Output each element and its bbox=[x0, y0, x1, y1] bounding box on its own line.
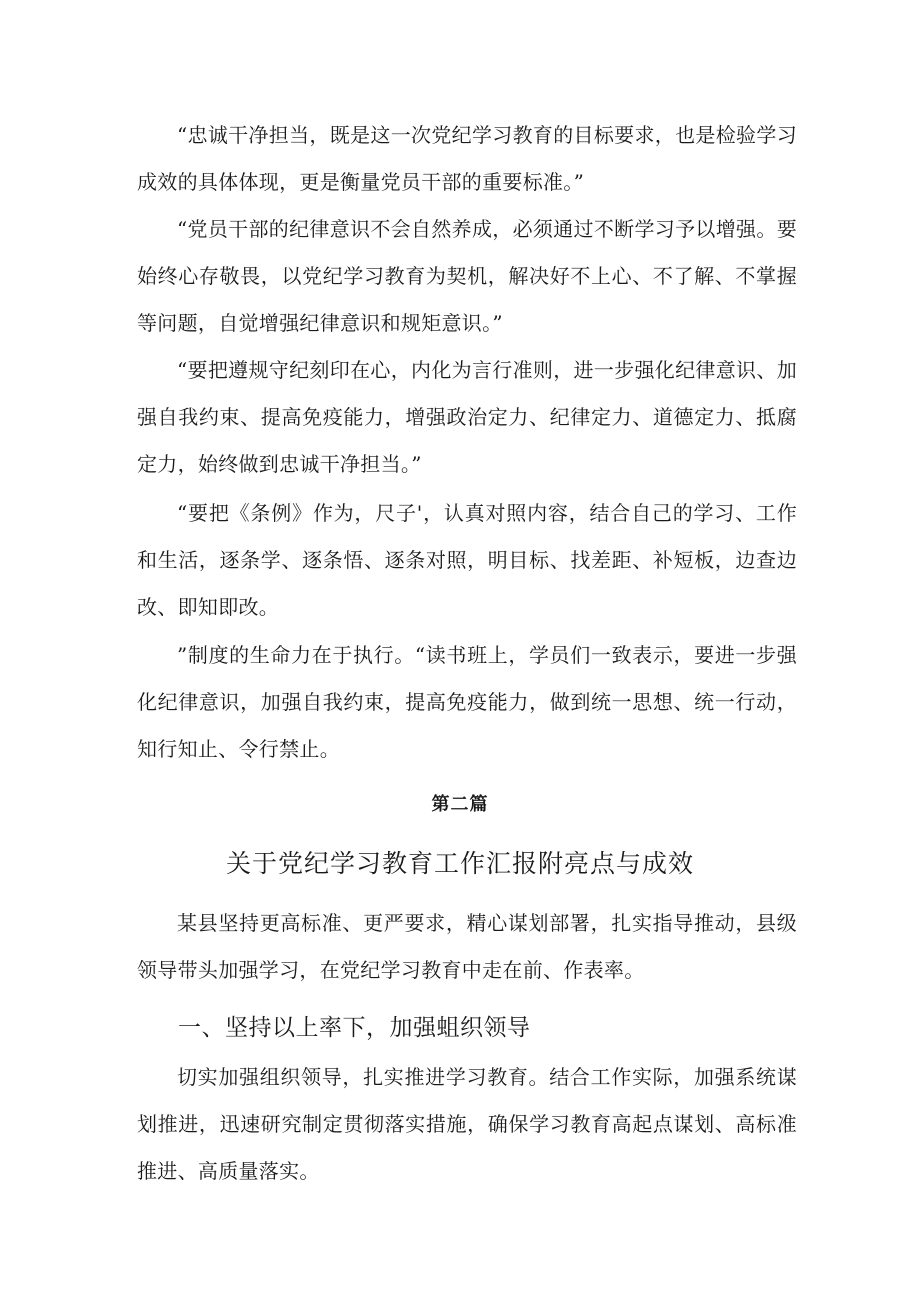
quote-paragraph-2: “党员干部的纪律意识不会自然养成，必须通过不断学习予以增强。要始终心存敬畏，以党纪学习教育为契机，解决好不上心、不了解、不掌握等问题，自觉增强纪律意识和规矩意识。” bbox=[137, 217, 797, 335]
quote-paragraph-4: “要把《条例》作为，尺子'，认真对照内容，结合自己的学习、工作和生活，逐条学、逐条悟、逐条对照，明目标、找差距、补短板，边查边改、即知即改。 bbox=[137, 501, 797, 619]
quote-paragraph-1: “忠诚干净担当，既是这一次党纪学习教育的目标要求，也是检验学习成效的具体体现，更是衡量党员干部的重要标准。” bbox=[137, 123, 797, 194]
intro-paragraph: 某县坚持更高标准、更严要求，精心谋划部署，扎实指导推动，县级领导带头加强学习，在党纪学习教育中走在前、作表率。 bbox=[137, 911, 797, 982]
section-label: 第二篇 bbox=[431, 794, 489, 815]
body-paragraph-1: 切实加强组织领导，扎实推进学习教育。结合工作实际，加强系统谋划推进，迅速研究制定贯彻落实措施，确保学习教育高起点谋划、高标准推进、高质量落实。 bbox=[137, 1065, 797, 1183]
quote-paragraph-3: “要把遵规守纪刻印在心，内化为言行准则，进一步强化纪律意识、加强自我约束、提高免疫能力，增强政治定力、纪律定力、道德定力、抵腐定力，始终做到忠诚干净担当。” bbox=[137, 358, 797, 476]
quote-paragraph-5: ”制度的生命力在于执行。“读书班上，学员们一致表示，要进一步强化纪律意识，加强自我约束，提高免疫能力，做到统一思想、统一行动，知行知止、令行禁止。 bbox=[137, 643, 797, 761]
section-heading-1: 一、坚持以上率下，加强蛆织领导 bbox=[178, 1015, 531, 1041]
document-title: 关于党纪学习教育工作汇报附亮点与成效 bbox=[225, 849, 694, 878]
